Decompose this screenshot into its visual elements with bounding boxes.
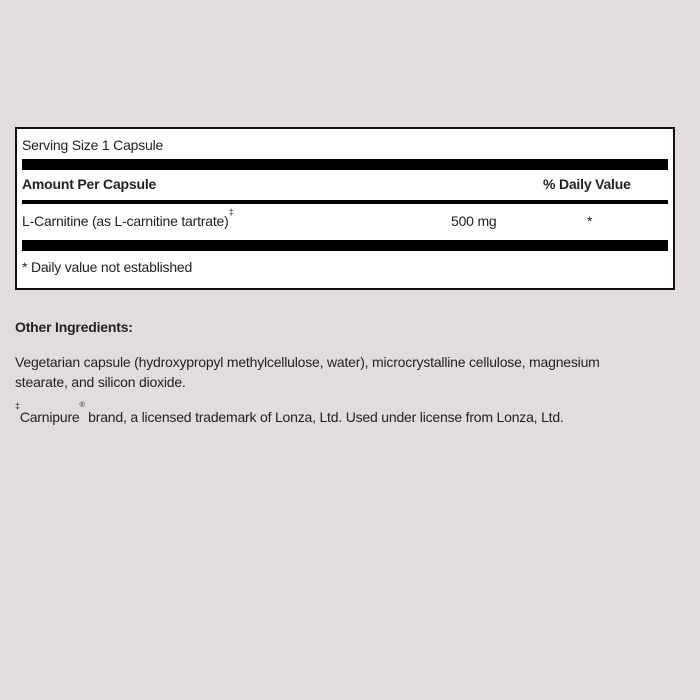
amount-per-capsule-header: Amount Per Capsule (22, 176, 157, 192)
nutrient-amount: 500 mg (451, 213, 497, 229)
thick-divider-bottom (22, 240, 668, 251)
trademark-footnote-mark: ‡ (15, 401, 20, 411)
brand-name: Carnipure (19, 409, 80, 425)
trademark-text: brand, a licensed trademark of Lonza, Ltd. Used under license from Lonza, Ltd. (84, 409, 564, 425)
nutrient-name: L-Carnitine (as L-carnitine tartrate) (22, 213, 229, 229)
nutrient-daily-value: * (587, 213, 593, 229)
footnote: * Daily value not established (22, 259, 193, 275)
nutrient-row (22, 207, 234, 229)
nutrient-footnote-mark: ‡ (228, 207, 234, 217)
trademark-note (15, 401, 564, 427)
supplement-facts-panel (15, 127, 675, 290)
thick-divider-top (22, 159, 668, 170)
registered-mark: ® (79, 402, 85, 409)
daily-value-header: % Daily Value (543, 176, 631, 192)
serving-size: Serving Size 1 Capsule (22, 137, 164, 153)
medium-divider (22, 200, 668, 204)
other-ingredients-text: Vegetarian capsule (hydroxypropyl methylcellulose, water), microcrystalline cellulose, magnesium stearate, and silicon dioxide. (15, 354, 600, 390)
other-ingredients-heading: Other Ingredients: (15, 319, 133, 335)
